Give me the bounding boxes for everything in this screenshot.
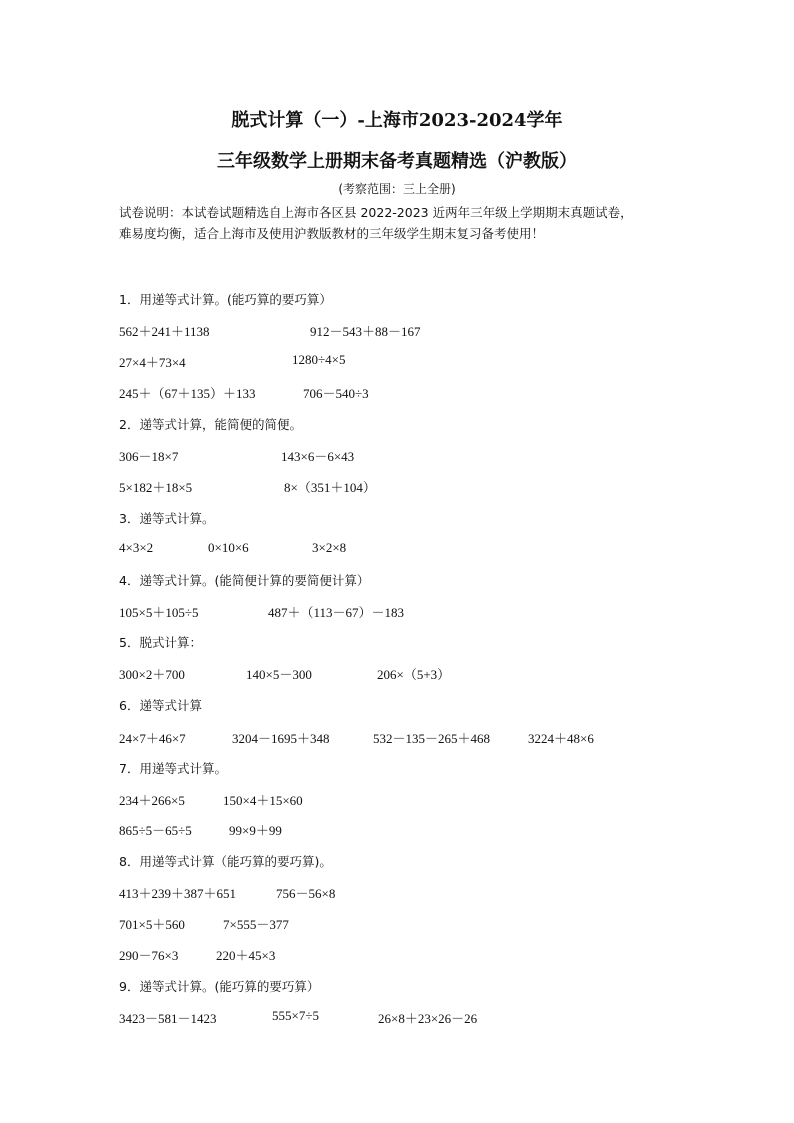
- expression: 24×7＋46×7: [119, 731, 186, 746]
- question-title: 3．递等式计算。: [119, 511, 215, 526]
- expression: 143×6－6×43: [281, 449, 355, 464]
- exam-scope: (考察范围：三上全册): [338, 182, 456, 196]
- expression: 4×3×2: [119, 540, 154, 555]
- expression: 1280÷4×5: [292, 352, 346, 367]
- expression: 245＋（67＋135）＋133: [119, 386, 256, 401]
- expression: 220＋45×3: [216, 948, 276, 963]
- expression: 7×555－377: [223, 917, 289, 932]
- expression-row: [119, 602, 759, 620]
- question-title: 4．递等式计算。(能简便计算的要简便计算）: [119, 573, 370, 588]
- expression-row: [119, 914, 759, 932]
- expression-row: [119, 446, 759, 464]
- expression: 0×10×6: [208, 540, 249, 555]
- expression-row: [119, 883, 759, 901]
- question-title: 1．用递等式计算。(能巧算的要巧算）: [119, 292, 332, 307]
- expression-row: [119, 540, 759, 558]
- expression: 290－76×3: [119, 948, 179, 963]
- exam-description-line-1: 试卷说明：本试卷试题精选自上海市各区县 2022-2023 近两年三年级上学期期末真题试卷，: [119, 205, 633, 220]
- expression: 756－56×8: [276, 886, 336, 901]
- question-title: 6．递等式计算: [119, 698, 202, 713]
- expression: 865÷5－65÷5: [119, 823, 192, 838]
- expression-row: [119, 383, 759, 401]
- expression: 532－135－265＋468: [373, 731, 491, 746]
- question-title: 9．递等式计算。(能巧算的要巧算）: [119, 979, 320, 994]
- document-title-line-1: 脱式计算（一）-上海市2023-2024学年: [231, 110, 563, 131]
- expression-row: [119, 1008, 759, 1026]
- expression: 8×（351＋104）: [284, 480, 376, 495]
- expression: 706－540÷3: [303, 386, 369, 401]
- expression: 413＋239＋387＋651: [119, 886, 237, 901]
- expression: 3224＋48×6: [528, 731, 594, 746]
- expression: 306－18×7: [119, 449, 179, 464]
- expression-row: [119, 820, 759, 838]
- expression-row: [119, 728, 759, 746]
- expression-row: [119, 664, 759, 682]
- question-title: 5．脱式计算：: [119, 635, 202, 650]
- expression: 3×2×8: [312, 540, 347, 555]
- expression-row: [119, 352, 759, 370]
- expression: 555×7÷5: [272, 1008, 319, 1023]
- question-title: 2．递等式计算，能简便的简便。: [119, 417, 302, 432]
- expression: 3423－581－1423: [119, 1011, 217, 1026]
- expression: 701×5＋560: [119, 917, 185, 932]
- expression: 26×8＋23×26－26: [378, 1011, 478, 1026]
- expression: 206×（5+3）: [377, 667, 451, 682]
- expression: 3204－1695＋348: [232, 731, 330, 746]
- expression: 140×5－300: [246, 667, 312, 682]
- expression-row: [119, 477, 759, 495]
- exam-description-line-2: 难易度均衡，适合上海市及使用沪教版教材的三年级学生期末复习备考使用！: [119, 226, 545, 241]
- question-title: 7．用递等式计算。: [119, 761, 227, 776]
- question-title: 8．用递等式计算（能巧算的要巧算)。: [119, 854, 332, 869]
- expression: 234＋266×5: [119, 793, 185, 808]
- expression: 27×4＋73×4: [119, 355, 186, 370]
- expression: 562＋241＋1138: [119, 324, 210, 339]
- expression-row: [119, 321, 759, 339]
- document-title-line-2: 三年级数学上册期末备考真题精选（沪教版）: [217, 151, 577, 172]
- expression: 5×182＋18×5: [119, 480, 193, 495]
- expression: 912－543＋88－167: [310, 324, 421, 339]
- expression: 150×4＋15×60: [223, 793, 303, 808]
- expression-row: [119, 945, 759, 963]
- expression: 300×2＋700: [119, 667, 185, 682]
- expression: 99×9＋99: [229, 823, 282, 838]
- expression: 105×5＋105÷5: [119, 605, 199, 620]
- expression: 487＋（113－67）－183: [268, 605, 405, 620]
- expression-row: [119, 790, 759, 808]
